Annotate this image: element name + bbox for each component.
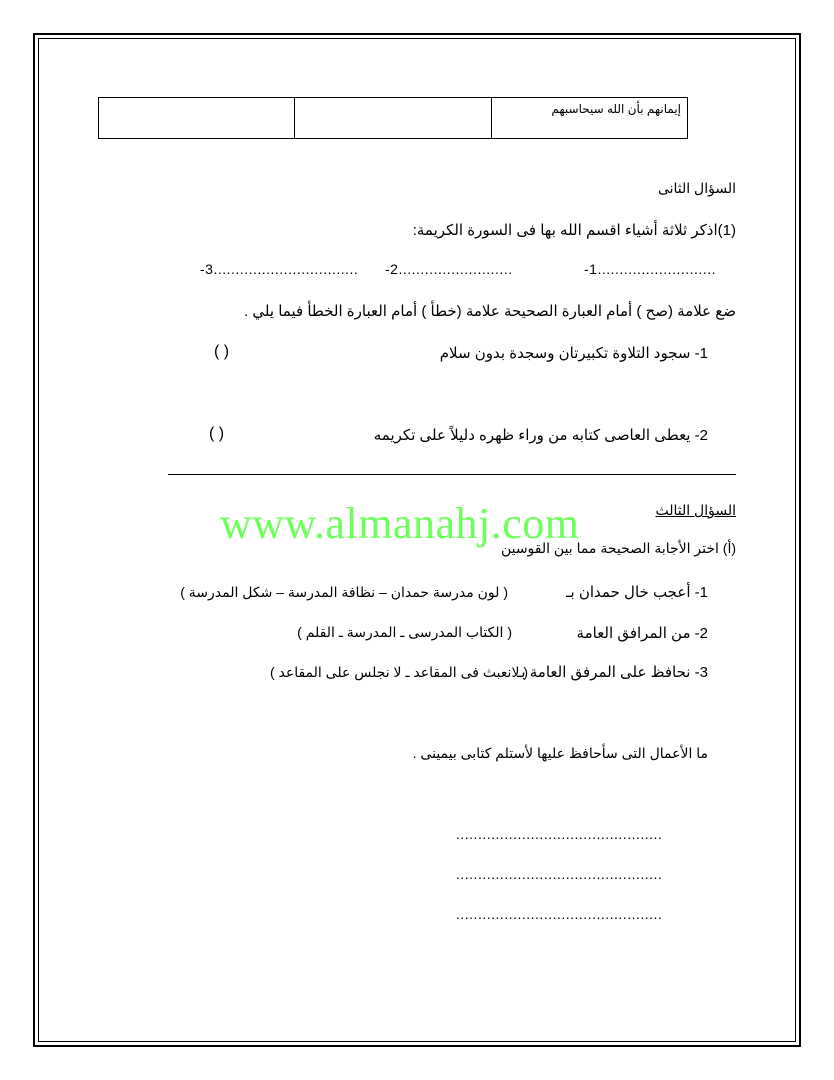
q2-item-1-bracket: ( ): [214, 343, 230, 360]
q3-item-1-options: ( لون مدرسة حمدان – نظافة المدرسة – شكل المدرسة ): [180, 584, 508, 600]
table-cell-3: [99, 98, 295, 139]
q2-item-1: 1- سجود التلاوة تكبيرتان وسجدة بدون سلام: [439, 345, 708, 362]
q2-item-2-bracket: ( ): [209, 425, 225, 442]
watermark: www.almanahj.com: [220, 499, 580, 548]
q3-prompt: (أ) اختر الأجابة الصحيحة مما بين القوسين: [500, 540, 736, 556]
answer-line-3: ...............................................: [456, 906, 663, 922]
q3-heading: السؤال الثالث: [655, 502, 736, 518]
q2-blank-3: -3.................................: [200, 261, 359, 277]
q2-heading: السؤال الثانى: [657, 180, 736, 196]
table-cell-1: إيمانهم بأن الله سيحاسبهم: [491, 98, 687, 139]
q2-tf-instruction: ضع علامة (صح ) أمام العبارة الصحيحة علامة (خطأ ) أمام العبارة الخطأ فيما يلي .: [244, 303, 736, 320]
section-divider: [168, 474, 736, 475]
q2-blank-2: -2..........................: [385, 261, 513, 277]
q3-item-1: 1- أعجب خال حمدان بـ: [566, 584, 708, 601]
q3-open-question: ما الأعمال التى سأحافظ عليها لأستلم كتابى بيمينى .: [412, 745, 708, 761]
q3-item-3: 3- نحافظ على المرفق العامة بـ: [517, 664, 708, 681]
q2-item-2: 2- يعطى العاصى كتابه من وراء ظهره دليلاً على تكريمه: [373, 427, 708, 444]
answer-table: [98, 97, 688, 139]
q3-item-2-options: ( الكتاب المدرسى ـ المدرسة ـ القلم ): [297, 624, 512, 640]
table-cell-2: [295, 98, 491, 139]
q3-item-3-options: ( لانعبث فى المقاعد ـ لا نجلس على المقاعد ): [269, 664, 528, 680]
answer-line-2: ...............................................: [456, 866, 663, 882]
q2-blank-1: -1...........................: [584, 261, 716, 277]
q3-item-2: 2- من المرافق العامة: [576, 625, 708, 642]
answer-line-1: ...............................................: [456, 826, 663, 842]
q2-prompt: (1)اذكر ثلاثة أشياء اقسم الله بها فى السورة الكريمة:: [412, 222, 736, 239]
